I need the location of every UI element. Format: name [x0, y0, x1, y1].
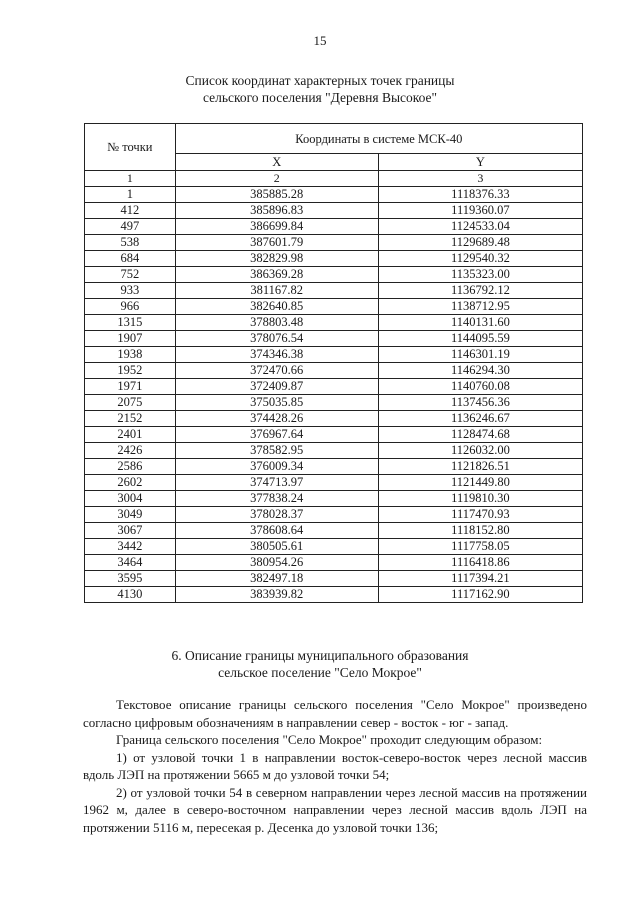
- x-coordinate-cell: 378582.95: [175, 443, 378, 459]
- point-number-cell: 2586: [85, 459, 176, 475]
- table-row: [85, 347, 583, 363]
- y-coordinate-cell: 1117470.93: [378, 507, 582, 523]
- point-number-cell: 1907: [85, 331, 176, 347]
- y-coordinate-cell: 1117394.21: [378, 571, 582, 587]
- y-coordinate-cell: 1140760.08: [378, 379, 582, 395]
- point-number-cell: 497: [85, 219, 176, 235]
- table-row: [85, 299, 583, 315]
- y-coordinate-cell: 1121826.51: [378, 459, 582, 475]
- table-row: [85, 443, 583, 459]
- x-coordinate-cell: 378608.64: [175, 523, 378, 539]
- x-coordinate-cell: 375035.85: [175, 395, 378, 411]
- table-row: [85, 315, 583, 331]
- y-coordinate-cell: 1128474.68: [378, 427, 582, 443]
- paragraph: Текстовое описание границы сельского поселения "Село Мокрое" произведено согласно цифровым обозначениям в направлении север - восток - юг - запад.: [83, 697, 587, 730]
- x-coordinate-cell: 385885.28: [175, 187, 378, 203]
- table-row: [85, 475, 583, 491]
- point-number-cell: 538: [85, 235, 176, 251]
- coordinates-table: [84, 123, 583, 603]
- point-number-cell: 2426: [85, 443, 176, 459]
- table-row: [85, 235, 583, 251]
- y-coordinate-cell: 1136792.12: [378, 283, 582, 299]
- column-index-1: 1: [85, 171, 176, 187]
- table-row: [85, 363, 583, 379]
- table-row: [85, 587, 583, 603]
- table-row: [85, 507, 583, 523]
- point-number-cell: 2075: [85, 395, 176, 411]
- table-row: [85, 523, 583, 539]
- y-coordinate-cell: 1136246.67: [378, 411, 582, 427]
- y-coordinate-cell: 1121449.80: [378, 475, 582, 491]
- document-title: [0, 72, 640, 106]
- x-coordinate-cell: 376009.34: [175, 459, 378, 475]
- x-coordinate-cell: 378803.48: [175, 315, 378, 331]
- point-number-cell: 684: [85, 251, 176, 267]
- x-coordinate-cell: 382829.98: [175, 251, 378, 267]
- point-number-cell: 3067: [85, 523, 176, 539]
- table-row: [85, 427, 583, 443]
- column-index-row: [85, 171, 583, 187]
- table-row: [85, 459, 583, 475]
- point-number-cell: 3442: [85, 539, 176, 555]
- point-number-cell: 1315: [85, 315, 176, 331]
- table-row: [85, 379, 583, 395]
- table-row: [85, 251, 583, 267]
- point-number-cell: 2401: [85, 427, 176, 443]
- point-number-cell: 2602: [85, 475, 176, 491]
- x-coordinate-cell: 374428.26: [175, 411, 378, 427]
- table-row: [85, 411, 583, 427]
- table-row: [85, 571, 583, 587]
- section-heading-line-2: сельское поселение "Село Мокрое": [218, 665, 422, 680]
- table-row: [85, 395, 583, 411]
- table-row: [85, 555, 583, 571]
- paragraph: 1) от узловой точки 1 в направлении восток-северо-восток через лесной массив вдоль ЛЭП на протяжении 5665 м до узловой точки 54;: [83, 749, 587, 782]
- y-coordinate-cell: 1126032.00: [378, 443, 582, 459]
- x-coordinate-cell: 383939.82: [175, 587, 378, 603]
- point-number-cell: 4130: [85, 587, 176, 603]
- table-row: [85, 267, 583, 283]
- point-number-cell: 1938: [85, 347, 176, 363]
- table-row: [85, 539, 583, 555]
- section-heading: [0, 647, 640, 681]
- y-coordinate-cell: 1116418.86: [378, 555, 582, 571]
- x-coordinate-cell: 382640.85: [175, 299, 378, 315]
- y-coordinate-cell: 1117758.05: [378, 539, 582, 555]
- y-coordinate-cell: 1129540.32: [378, 251, 582, 267]
- y-coordinate-cell: 1146294.30: [378, 363, 582, 379]
- coordinates-table-body: [85, 187, 583, 603]
- y-coordinate-cell: 1135323.00: [378, 267, 582, 283]
- y-coordinate-cell: 1117162.90: [378, 587, 582, 603]
- table-row: [85, 203, 583, 219]
- point-number-cell: 3004: [85, 491, 176, 507]
- x-coordinate-cell: 374713.97: [175, 475, 378, 491]
- x-coordinate-cell: 382497.18: [175, 571, 378, 587]
- point-number-cell: 412: [85, 203, 176, 219]
- header-x: X: [175, 154, 378, 171]
- page-number: 15: [313, 33, 327, 48]
- x-coordinate-cell: 386369.28: [175, 267, 378, 283]
- header-y: Y: [378, 154, 582, 171]
- x-coordinate-cell: 386699.84: [175, 219, 378, 235]
- y-coordinate-cell: 1119810.30: [378, 491, 582, 507]
- y-coordinate-cell: 1137456.36: [378, 395, 582, 411]
- title-line-2: сельского поселения "Деревня Высокое": [202, 90, 438, 105]
- x-coordinate-cell: 377838.24: [175, 491, 378, 507]
- x-coordinate-cell: 381167.82: [175, 283, 378, 299]
- table-row: [85, 187, 583, 203]
- y-coordinate-cell: 1118376.33: [378, 187, 582, 203]
- y-coordinate-cell: 1119360.07: [378, 203, 582, 219]
- header-point-number: № точки: [85, 124, 176, 171]
- body-text: [83, 696, 587, 836]
- y-coordinate-cell: 1118152.80: [378, 523, 582, 539]
- x-coordinate-cell: 372409.87: [175, 379, 378, 395]
- x-coordinate-cell: 374346.38: [175, 347, 378, 363]
- table-row: [85, 219, 583, 235]
- table-row: [85, 491, 583, 507]
- point-number-cell: 933: [85, 283, 176, 299]
- x-coordinate-cell: 376967.64: [175, 427, 378, 443]
- column-index-2: 2: [175, 171, 378, 187]
- point-number-cell: 3464: [85, 555, 176, 571]
- paragraph: 2) от узловой точки 54 в северном направлении через лесной массив на протяжении 1962 м, далее в северо-восточном направлении через лесной массив вдоль ЛЭП на протяжении 5116 м, пересекая р. Десенка до узловой точки 136;: [83, 784, 587, 835]
- column-index-3: 3: [378, 171, 582, 187]
- y-coordinate-cell: 1144095.59: [378, 331, 582, 347]
- y-coordinate-cell: 1129689.48: [378, 235, 582, 251]
- y-coordinate-cell: 1138712.95: [378, 299, 582, 315]
- point-number-cell: 3595: [85, 571, 176, 587]
- x-coordinate-cell: 378076.54: [175, 331, 378, 347]
- table-row: [85, 283, 583, 299]
- point-number-cell: 1952: [85, 363, 176, 379]
- point-number-cell: 966: [85, 299, 176, 315]
- x-coordinate-cell: 387601.79: [175, 235, 378, 251]
- y-coordinate-cell: 1124533.04: [378, 219, 582, 235]
- x-coordinate-cell: 385896.83: [175, 203, 378, 219]
- x-coordinate-cell: 380505.61: [175, 539, 378, 555]
- point-number-cell: 3049: [85, 507, 176, 523]
- y-coordinate-cell: 1140131.60: [378, 315, 582, 331]
- point-number-cell: 752: [85, 267, 176, 283]
- x-coordinate-cell: 372470.66: [175, 363, 378, 379]
- x-coordinate-cell: 380954.26: [175, 555, 378, 571]
- x-coordinate-cell: 378028.37: [175, 507, 378, 523]
- point-number-cell: 1971: [85, 379, 176, 395]
- y-coordinate-cell: 1146301.19: [378, 347, 582, 363]
- header-coordinate-system: Координаты в системе МСК-40: [175, 124, 582, 154]
- paragraph: Граница сельского поселения "Село Мокрое" проходит следующим образом:: [116, 732, 543, 747]
- point-number-cell: 1: [85, 187, 176, 203]
- section-heading-line-1: 6. Описание границы муниципального образования: [171, 648, 469, 663]
- point-number-cell: 2152: [85, 411, 176, 427]
- table-row: [85, 331, 583, 347]
- title-line-1: Список координат характерных точек границы: [185, 73, 455, 88]
